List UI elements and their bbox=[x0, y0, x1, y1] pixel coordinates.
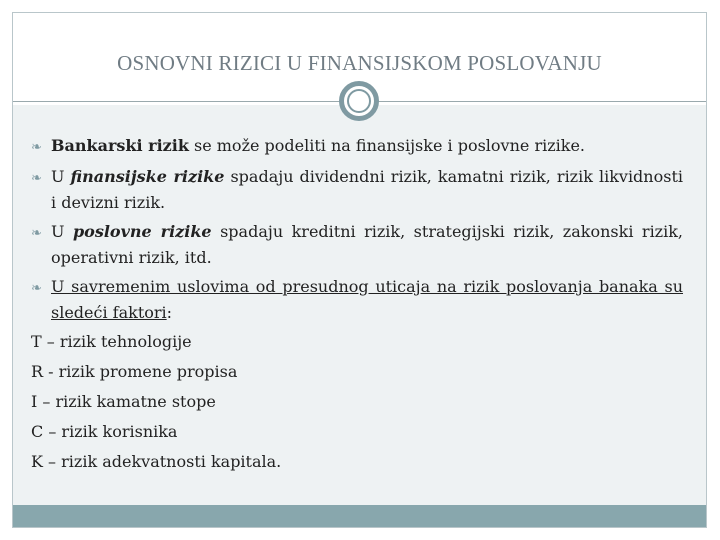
factor-item: C – rizik korisnika bbox=[31, 422, 178, 441]
footer-bar bbox=[13, 505, 706, 527]
bullet-icon: ❧ bbox=[31, 171, 42, 186]
factor-item: K – rizik adekvatnosti kapitala. bbox=[31, 452, 282, 471]
term-business-risks: poslovne rizike bbox=[72, 222, 212, 241]
slide-title: OSNOVNI RIZICI U FINANSIJSKOM POSLOVANJU bbox=[117, 51, 602, 75]
bullet-icon: ❧ bbox=[31, 226, 42, 241]
bullet-icon: ❧ bbox=[31, 281, 42, 296]
bullet-factors-intro: ❧ U savremenim uslovima od presudnog uticaja na rizik poslovanja banaka su sledeći faktori: bbox=[31, 277, 683, 322]
factors-intro-text: U savremenim uslovima od presudnog uticaja na rizik poslovanja banaka su sledeći faktori bbox=[51, 277, 683, 322]
factor-item: T – rizik tehnologije bbox=[31, 332, 192, 351]
term-financial-risks: finansijske rizike bbox=[70, 167, 225, 186]
factor-item: R - rizik promene propisa bbox=[31, 362, 238, 381]
bullet-icon: ❧ bbox=[31, 140, 42, 155]
term-banking-risk: Bankarski rizik bbox=[51, 136, 189, 155]
bullet-business-risks: ❧ U poslovne rizike spadaju kreditni rizik, strategijski rizik, zakonski rizik, operativni rizik, itd. bbox=[31, 222, 684, 267]
factor-item: I – rizik kamatne stope bbox=[31, 392, 216, 411]
ring-ornament-icon bbox=[339, 81, 379, 121]
bullet-banking-risk: ❧ Bankarski rizik se može podeliti na finansijske i poslovne rizike. bbox=[31, 134, 683, 160]
slide bbox=[12, 12, 707, 528]
bullet-financial-risks: ❧ U finansijske rizike spadaju dividendni rizik, kamatni rizik, rizik likvidnosti i devizni rizik. bbox=[31, 167, 683, 212]
slide-body bbox=[31, 134, 683, 480]
